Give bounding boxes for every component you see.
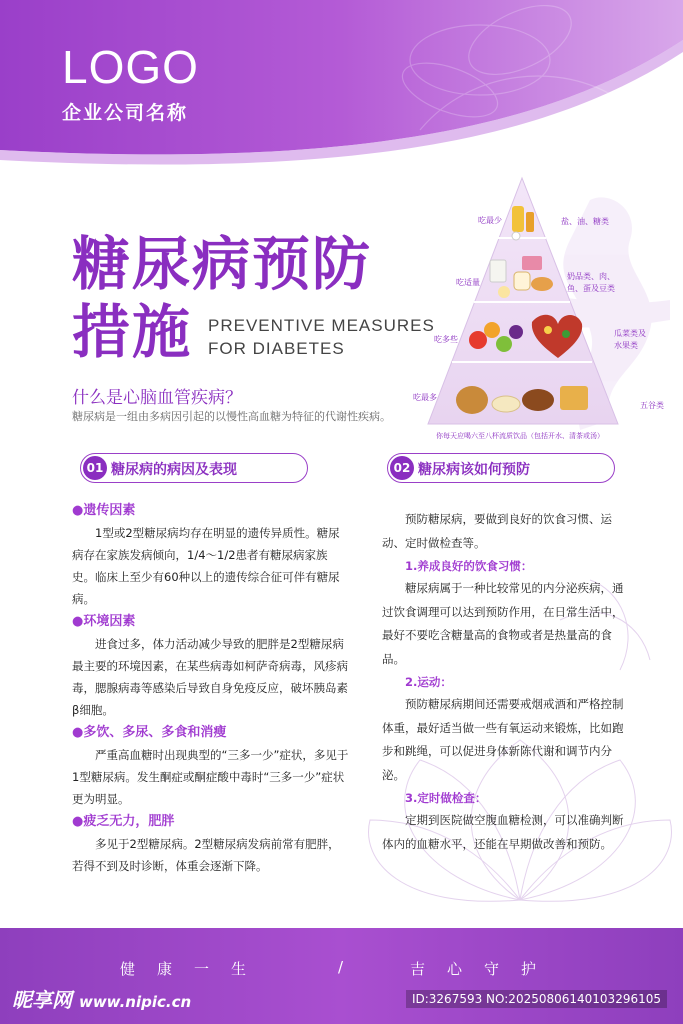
- watermark-brand-block: [12, 984, 191, 1013]
- section1-item3-heading: ●多饮、多尿、多食和消瘦: [72, 725, 227, 740]
- section2-item2-text: 预防糖尿病期间还需要戒烟戒酒和严格控制体重，最好适当做一些有氧运动来锻炼，比如跑步和跳绳，可以促进身体新陈代谢和调节内分泌。: [382, 697, 624, 782]
- footer-slogan-left: 健康一生: [120, 960, 269, 978]
- section2-body: [382, 508, 634, 856]
- section2-item1-text: 糖尿病属于一种比较常见的内分泌疾病，通过饮食调理可以达到预防作用，在日常生活中，最好不要吃含糖量高的食物或者是热量高的食品。: [382, 581, 624, 666]
- section2-header: [387, 453, 615, 483]
- intro-description: 糖尿病是一组由多病因引起的以慢性高血糖为特征的代谢性疾病。: [72, 410, 391, 423]
- oil-bottle-icon: [512, 206, 524, 232]
- footer-slash: /: [338, 958, 344, 976]
- food-pyramid-illustration: [412, 172, 652, 444]
- section1-item3-text: 严重高血糖时出现典型的“三多一少”症状，多见于1型糖尿病。发生酮症或酮症酸中毒时“三多一少”症状更为明显。: [72, 748, 349, 806]
- pyramid-note: 你每天应喝六至八杯流质饮品（包括开水、清茶或汤）: [436, 432, 604, 440]
- pyramid-label-right-4: 瓜菜类及: [614, 329, 646, 338]
- header-band: [0, 0, 683, 180]
- pyramid-label-right-5: 水果类: [614, 341, 638, 350]
- section1-item4-text: 多见于2型糖尿病。2型糖尿病发病前常有肥胖，若得不到及时诊断，体重会逐渐下降。: [72, 837, 340, 873]
- company-name: 企业公司名称: [62, 102, 189, 124]
- pyramid-label-left-4: 吃最多: [413, 393, 437, 402]
- title-en-line2: FOR DIABETES: [208, 339, 345, 358]
- fish-icon: [531, 277, 553, 291]
- section1-item1-text: 1型或2型糖尿病均存在明显的遗传异质性。糖尿病存在家族发病倾向，1/4～1/2患者有糖尿病家族史。临床上至少有60种以上的遗传综合征可伴有糖尿病。: [72, 526, 340, 606]
- watermark-id: ID:3267593 NO:20250806140103296105: [406, 990, 667, 1008]
- section2-item2-heading: 2.运动：: [405, 675, 452, 689]
- section1-title: 糖尿病的病因及表现: [111, 462, 237, 478]
- section1-body: [72, 499, 350, 877]
- pyramid-label-left-1: 吃最少: [478, 216, 502, 225]
- pyramid-label-right-1: 盐、油、糖类: [561, 217, 609, 226]
- section2-intro: 预防糖尿病，要做到良好的饮食习惯、运动、定时做检查等。: [382, 512, 612, 550]
- section2-number: 02: [390, 456, 414, 480]
- section2-item1-heading: 1.养成良好的饮食习惯：: [405, 559, 533, 573]
- section2-item3-text: 定期到医院做空腹血糖检测，可以准确判断体内的血糖水平，还能在早期做改善和预防。: [382, 813, 624, 851]
- pyramid-label-left-2: 吃适量: [456, 278, 480, 287]
- section1-header: [80, 453, 308, 483]
- watermark-site: www.nipic.cn: [78, 993, 192, 1011]
- watermark-brand: 昵享网: [12, 988, 72, 1012]
- title-line2: 措施: [72, 298, 193, 366]
- section1-item4-heading: ●疲乏无力，肥胖: [72, 814, 175, 829]
- title-en-line1: PREVENTIVE MEASURES: [208, 316, 435, 335]
- title-line1: 糖尿病预防: [72, 230, 373, 298]
- footer-slogan-right: 吉心守护: [410, 960, 559, 978]
- pyramid-label-left-3: 吃多些: [434, 335, 458, 344]
- section1-item2-text: 进食过多，体力活动减少导致的肥胖是2型糖尿病最主要的环境因素，在某些病毒如柯萨奇病毒，风疹病毒，腮腺病毒等感染后导致自身免疫反应，破坏胰岛素β细胞。: [72, 637, 348, 717]
- logo-text: LOGO: [62, 41, 199, 93]
- section1-item2-heading: ●环境因素: [72, 614, 136, 629]
- fruit-icon: [469, 331, 487, 349]
- pyramid-label-right-2: 奶品类、肉、: [567, 272, 615, 281]
- section1-item1-heading: ●遗传因素: [72, 503, 136, 518]
- milk-carton-icon: [490, 260, 506, 282]
- pyramid-label-right-3: 鱼、蛋及豆类: [567, 284, 615, 293]
- bread-icon: [456, 386, 488, 414]
- cracker-icon: [560, 386, 588, 410]
- section1-number: 01: [83, 456, 107, 480]
- section2-item3-heading: 3.定时做检查：: [405, 791, 487, 805]
- section2-title: 糖尿病该如何预防: [418, 462, 530, 478]
- pyramid-label-right-6: 五谷类: [640, 401, 664, 410]
- intro-question: 什么是心脑血管疾病？: [72, 388, 242, 408]
